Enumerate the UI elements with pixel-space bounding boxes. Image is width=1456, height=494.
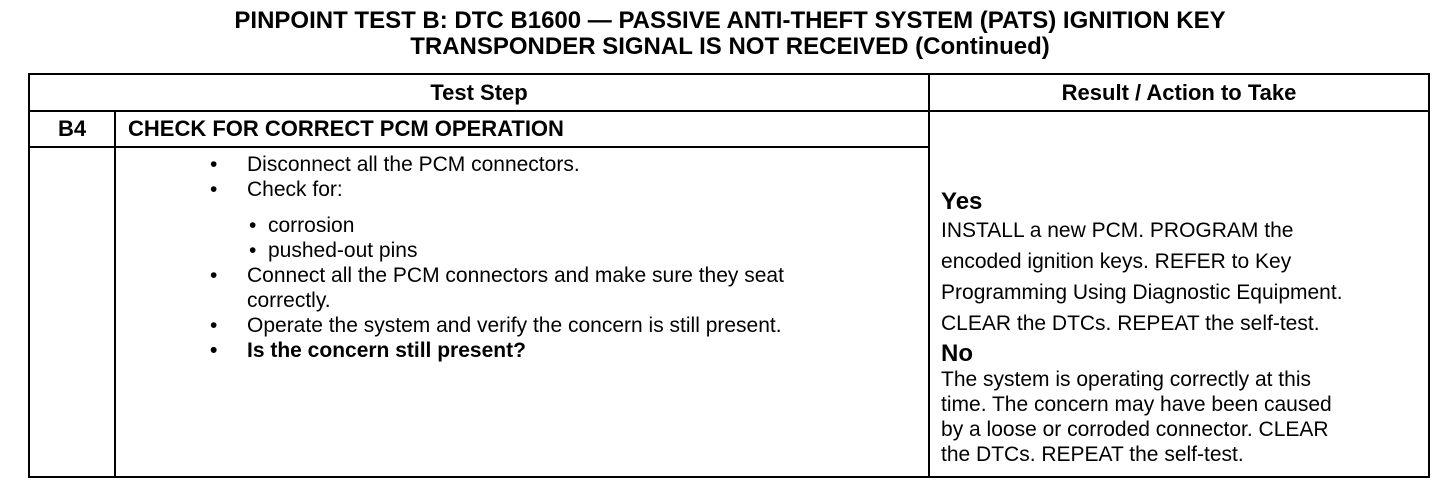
no-action xyxy=(941,367,1422,467)
check-item: • pushed-out pins xyxy=(116,238,928,263)
no-line: time. The concern may have been caused xyxy=(941,393,1332,416)
page-title xyxy=(30,8,1430,60)
instruction-line: correctly. xyxy=(247,289,331,312)
yes-label: Yes xyxy=(941,188,983,215)
pinpoint-test-table xyxy=(28,73,1430,478)
yes-line: INSTALL a new PCM. PROGRAM the xyxy=(941,219,1294,242)
step-number-blank xyxy=(29,147,115,477)
step-number: B4 xyxy=(29,111,115,147)
instruction-item: • Check for: xyxy=(116,177,928,202)
table-header-row xyxy=(29,74,1429,111)
question-item: • Is the concern still present? xyxy=(116,338,928,363)
yes-line: Programming Using Diagnostic Equipment. xyxy=(941,281,1343,304)
title-line-2: TRANSPONDER SIGNAL IS NOT RECEIVED (Continued) xyxy=(410,33,1050,60)
no-label: No xyxy=(941,340,974,367)
instruction-line: • Connect all the PCM connectors and make sure they seat xyxy=(247,264,784,287)
no-line: the DTCs. REPEAT the self-test. xyxy=(941,443,1244,466)
header-test-step: Test Step xyxy=(29,74,929,111)
instruction-item: • Operate the system and verify the concern is still present. xyxy=(116,313,928,338)
yes-line: encoded ignition keys. REFER to Key xyxy=(941,250,1292,273)
no-line: by a loose or corroded connector. CLEAR xyxy=(941,418,1329,441)
no-line: The system is operating correctly at this xyxy=(941,368,1311,391)
instruction-item: • Disconnect all the PCM connectors. xyxy=(116,152,928,177)
instruction-item xyxy=(116,263,928,313)
step-instructions xyxy=(115,147,929,477)
yes-line: CLEAR the DTCs. REPEAT the self-test. xyxy=(941,312,1320,335)
title-line-1: PINPOINT TEST B: DTC B1600 — PASSIVE ANTI-THEFT SYSTEM (PATS) IGNITION KEY xyxy=(234,7,1226,34)
result-cell xyxy=(929,111,1429,477)
yes-action xyxy=(941,215,1422,339)
header-result: Result / Action to Take xyxy=(929,74,1429,111)
check-item: • corrosion xyxy=(116,213,928,238)
step-title-row xyxy=(29,111,1429,147)
step-title: CHECK FOR CORRECT PCM OPERATION xyxy=(115,111,929,147)
